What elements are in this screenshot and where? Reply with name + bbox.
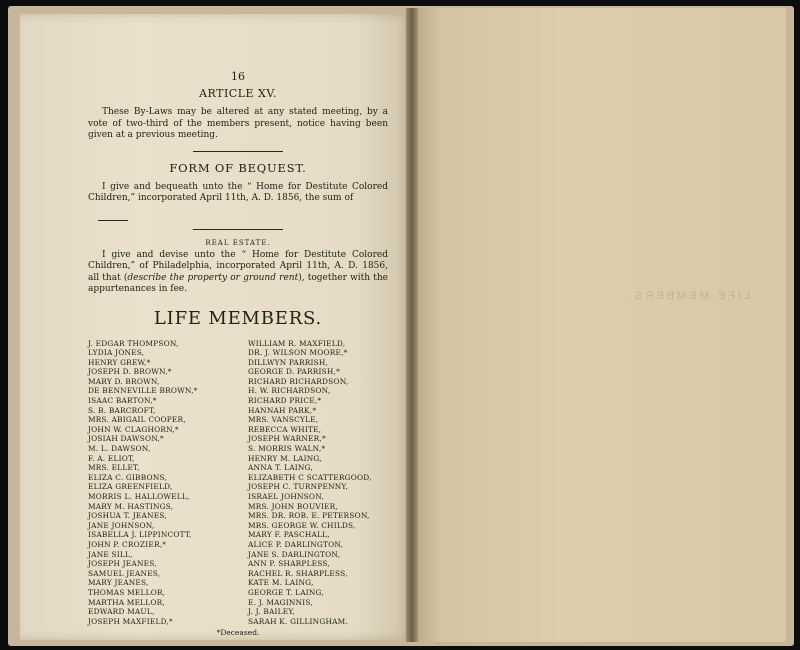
- life-member-name: HENRY M. LAING,: [248, 453, 322, 463]
- bequest-paragraph: [88, 182, 388, 205]
- life-member-name: MARTHA MELLOR,: [88, 597, 165, 607]
- real-estate-italic: describe the property or ground rent: [127, 272, 299, 283]
- life-member-name: JOSEPH JEANES,: [88, 559, 157, 569]
- life-member-name: MARY D. BROWN,: [88, 376, 160, 386]
- life-member-name: MRS. ABIGAIL COOPER,: [88, 415, 186, 425]
- life-member-name: RICHARD RICHARDSON,: [248, 376, 349, 386]
- life-member-name: HENRY GREW,*: [88, 357, 151, 367]
- real-estate-text-b: ), together with the appurtenances in fee.: [88, 272, 388, 294]
- life-members-right-column: [242, 339, 388, 627]
- life-member-name: DE BENNEVILLE BROWN,*: [88, 386, 198, 396]
- life-member-name: ANNA T. LAING,: [248, 463, 313, 473]
- life-member-name: ELIZA GREENFIELD,: [88, 482, 173, 492]
- life-member-name: THOMAS MELLOR,: [88, 587, 166, 597]
- life-member-name: SARAH K. GILLINGHAM.: [248, 616, 348, 626]
- life-member-name: GEORGE T. LAING,: [248, 587, 324, 597]
- life-member-name: M. L. DAWSON,: [88, 444, 151, 454]
- life-member-name: MORRIS L. HALLOWELL,: [88, 492, 190, 501]
- real-estate-paragraph: [88, 250, 388, 296]
- life-member-name: RICHARD PRICE,*: [248, 396, 322, 406]
- life-member-name: JOSHUA T. JEANES,: [88, 511, 167, 521]
- real-estate-text-a: I give and devise unto the “ Home for Destitute Colored Children,” of Philadelphia, incorporated April 11th, A. D. 1856, all that (: [88, 249, 388, 283]
- life-member-name: ISRAEL JOHNSON,: [248, 492, 324, 501]
- real-estate-heading: REAL ESTATE.: [205, 238, 271, 247]
- life-member-name: MRS. GEORGE W. CHILDS,: [248, 520, 356, 530]
- page-content: [88, 70, 388, 637]
- right-page-blank: [412, 8, 786, 642]
- life-member-name: JOSEPH WARNER,*: [248, 434, 326, 444]
- life-member-name: J. EDGAR THOMPSON,: [88, 338, 179, 348]
- life-member-name: JANE S. DARLINGTON,: [248, 549, 341, 559]
- life-member-name: LYDIA JONES,: [88, 348, 145, 358]
- life-member-name: WILLIAM R. MAXFIELD,: [248, 338, 346, 348]
- life-member-name: ANN P. SHARPLESS,: [248, 559, 330, 569]
- life-member-name: MRS. DR. ROB. E. PETERSON,: [248, 511, 370, 521]
- life-member-name: JOSEPH MAXFIELD,*: [88, 616, 173, 626]
- blank-amount-line: [98, 212, 128, 221]
- bequest-heading: FORM OF BEQUEST.: [169, 160, 307, 175]
- life-member-name: F. A. ELIOT,: [88, 453, 135, 463]
- life-member-name: JOHN W. CLAGHORN,*: [88, 424, 179, 434]
- life-member-name: ELIZABETH C SCATTERGOOD,: [248, 472, 372, 482]
- life-member-name: S. B. BARCROFT,: [88, 405, 156, 415]
- article-text: These By-Laws may be altered at any stated meeting, by a vote of two-third of the members present, notice having been given at a previous meeting.: [88, 107, 388, 140]
- life-member-name: MRS. VANSCYLE,: [248, 415, 319, 425]
- page-number: 16: [231, 70, 245, 83]
- life-member-name: MRS. JOHN BOUVIER,: [248, 501, 338, 511]
- life-member-name: JANE SILL,: [88, 549, 133, 559]
- life-member-name: JOSEPH D. BROWN,*: [88, 367, 172, 377]
- life-member-name: HANNAH PARK,*: [248, 405, 317, 415]
- life-member-name: DILLWYN PARRISH,: [248, 357, 329, 367]
- life-members-columns: [88, 339, 388, 627]
- life-member-name: E. J. MAGINNIS,: [248, 597, 313, 607]
- life-member-name: ELIZA C. GIBBONS,: [88, 472, 168, 482]
- life-member-name: KATE M. LAING,: [248, 578, 314, 588]
- life-member-name: SAMUEL JEANES,: [88, 568, 161, 578]
- divider-rule-2: [193, 229, 283, 230]
- life-member-name: JANE JOHNSON,: [88, 520, 155, 530]
- bequest-text: I give and bequeath unto the “ Home for Destitute Colored Children,” incorporated April 11th, A. D. 1856, the sum of: [88, 181, 388, 203]
- life-member-name: EDWARD MAUL,: [88, 607, 155, 617]
- life-member-name: RACHEL R. SHARPLESS,: [248, 568, 348, 578]
- divider-rule: [193, 151, 283, 152]
- life-member-name: MARY M. HASTINGS,: [88, 501, 174, 511]
- life-member-name: MARY JEANES,: [88, 578, 149, 588]
- article-heading: ARTICLE XV.: [199, 87, 277, 100]
- bequest-blank-line: [88, 206, 388, 225]
- life-member-name: ISAAC BARTON,*: [88, 396, 157, 406]
- life-member-name: H. W. RICHARDSON,: [248, 386, 331, 396]
- life-member-name: ISABELLA J. LIPPINCOTT,: [88, 530, 192, 540]
- life-member-name: MARY F. PASCHALL,: [248, 530, 330, 540]
- life-member-name: REBECCA WHITE,: [248, 424, 322, 434]
- life-member-name: MRS. ELLET,: [88, 463, 140, 473]
- life-member-name: JOSEPH C. TURNPENNY,: [248, 482, 349, 492]
- life-member-name: J. J. BAILEY,: [248, 607, 296, 617]
- footnote: *Deceased.: [216, 628, 260, 638]
- life-member-name: JOSIAH DAWSON,*: [88, 434, 164, 444]
- life-member-name: ALICE P. DARLINGTON,: [248, 539, 344, 549]
- life-members-heading: LIFE MEMBERS.: [153, 307, 323, 329]
- life-members-left-column: [88, 339, 228, 627]
- life-member-name: DR. J. WILSON MOORE,*: [248, 348, 348, 358]
- life-member-name: S. MORRIS WALN,*: [248, 444, 326, 454]
- show-through-text: LIFE MEMBERS.: [626, 290, 750, 302]
- book-gutter: [406, 8, 418, 642]
- life-member-name: GEORGE D. PARRISH,*: [248, 367, 340, 377]
- life-member-name: JOHN P. CROZIER,*: [88, 539, 167, 549]
